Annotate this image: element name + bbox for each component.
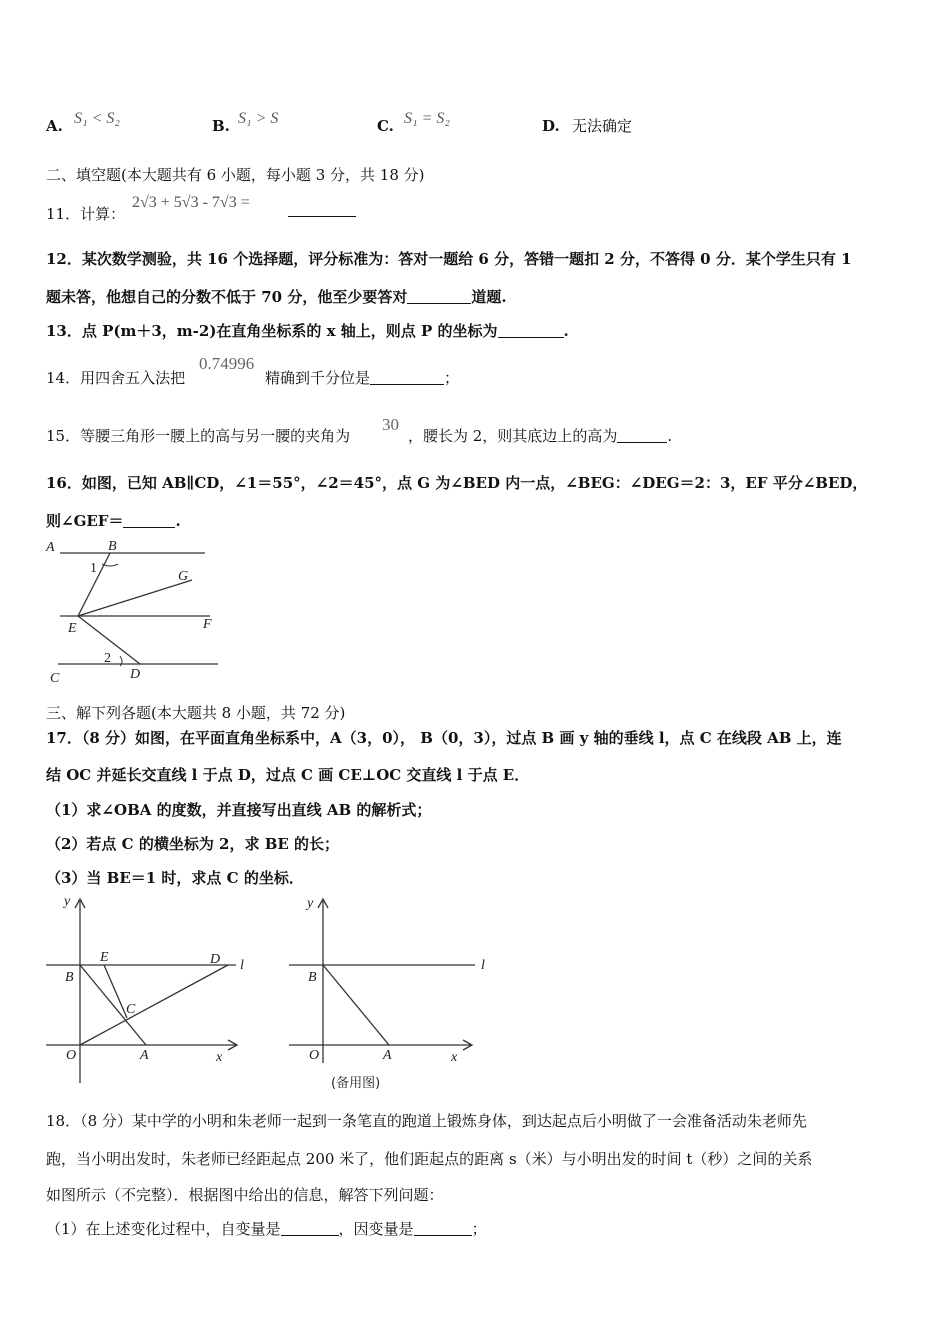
q15-number: 30 bbox=[382, 415, 399, 434]
label-f: F bbox=[203, 617, 212, 632]
choice-a-expr: S₁ < S₂ bbox=[74, 110, 120, 127]
label-c: C bbox=[50, 671, 60, 686]
segment-ec bbox=[104, 965, 127, 1018]
choice-c-letter: C. bbox=[377, 117, 394, 135]
q17-part1: （1）求∠OBA 的度数，并直接写出直线 AB 的解析式； bbox=[46, 801, 432, 819]
label-b: B bbox=[65, 970, 74, 985]
q11-answer-blank bbox=[288, 216, 356, 217]
q14-number: 0.74996 bbox=[199, 354, 255, 373]
label-y: y bbox=[307, 896, 314, 911]
q17-part3: （3）当 BE＝1 时，求点 C 的坐标． bbox=[46, 869, 304, 887]
label-a: A bbox=[383, 1048, 392, 1063]
q12-answer-blank bbox=[407, 289, 471, 304]
q15-end: . bbox=[667, 427, 673, 445]
q17-line1: 17．（8 分）如图，在平面直角坐标系中，A（3，0）， B（0，3），过点 B 画 y 轴的垂线 l，点 C 在线段 AB 上，连 bbox=[46, 729, 842, 747]
q18-line3: 如图所示（不完整）．根据图中给出的信息，解答下列问题： bbox=[46, 1186, 444, 1204]
q14-suffix: 精确到千分位是 bbox=[265, 369, 371, 387]
segment-eg bbox=[78, 580, 192, 616]
q15-prefix: 15．等腰三角形一腰上的高与另一腰的夹角为 bbox=[46, 427, 351, 445]
q18-blank-dependent bbox=[414, 1221, 472, 1236]
label-a: A bbox=[46, 540, 55, 555]
q17-part2: （2）若点 C 的横坐标为 2，求 BE 的长； bbox=[46, 835, 340, 853]
label-o: O bbox=[66, 1048, 77, 1063]
label-2: 2 bbox=[104, 651, 111, 666]
label-e: E bbox=[100, 950, 109, 965]
choice-a-letter: A. bbox=[46, 117, 63, 135]
q12-end: 道题. bbox=[471, 288, 507, 306]
label-c: C bbox=[126, 1002, 136, 1017]
figure-16 bbox=[40, 534, 230, 686]
q12-line1: 12．某次数学测验，共 16 个选择题，评分标准为：答对一题给 6 分，答错一题扣 2 分，不答得 0 分．某个学生只有 1 bbox=[46, 250, 852, 268]
section-2-heading: 二、填空题(本大题共有 6 小题，每小题 3 分，共 18 分) bbox=[46, 166, 425, 184]
label-l: l bbox=[481, 958, 485, 973]
label-d: D bbox=[130, 667, 141, 682]
q16-line2 bbox=[46, 511, 181, 531]
choice-d-letter: D. bbox=[542, 117, 560, 135]
q14-answer-blank bbox=[370, 370, 444, 385]
figure-17-spare bbox=[283, 893, 498, 1093]
label-x: x bbox=[451, 1050, 458, 1065]
q11-prefix: 11．计算： bbox=[46, 205, 126, 223]
choice-d-text: 无法确定 bbox=[572, 117, 633, 135]
label-a: A bbox=[140, 1048, 149, 1063]
q12-line2 bbox=[46, 287, 507, 307]
label-d: D bbox=[210, 952, 221, 967]
label-y: y bbox=[64, 894, 71, 909]
q16-line1: 16．如图，已知 AB∥CD，∠1＝55°，∠2＝45°，点 G 为∠BED 内一点，∠BEG：∠DEG＝2：3，EF 平分∠BED， bbox=[46, 474, 868, 492]
figure-17-main bbox=[40, 893, 255, 1093]
label-e: E bbox=[68, 621, 77, 636]
section-3-heading: 三、解下列各题(本大题共 8 小题，共 72 分) bbox=[46, 704, 346, 722]
q16-answer-blank bbox=[123, 513, 175, 528]
figure-caption: (备用图) bbox=[331, 1076, 381, 1091]
q14-prefix: 14．用四舍五入法把 bbox=[46, 369, 186, 387]
q18-line1: 18．（8 分）某中学的小明和朱老师一起到一条笔直的跑道上锻炼身体，到达起点后小明做了一会准备活动朱老师先 bbox=[46, 1112, 807, 1130]
segment-od bbox=[80, 965, 228, 1045]
label-b: B bbox=[108, 539, 117, 554]
segment-ba bbox=[323, 965, 389, 1045]
segment-ba bbox=[80, 965, 146, 1045]
q18-blank-independent bbox=[281, 1221, 339, 1236]
q15-suffix-line bbox=[408, 426, 672, 446]
q18-part1-mid: ，因变量是 bbox=[338, 1220, 414, 1238]
q18-line2: 跑，当小明出发时，朱老师已经距起点 200 米了，他们距起点的距离 s（米）与小明出发的时间 t（秒）之间的关系 bbox=[46, 1150, 813, 1168]
choice-b-expr: S₁ > S bbox=[238, 110, 279, 127]
choice-c-expr: S₁ = S₂ bbox=[404, 110, 450, 127]
q13 bbox=[46, 321, 569, 341]
q13-text: 13．点 P(m＋3，m-2)在直角坐标系的 x 轴上，则点 P 的坐标为 bbox=[46, 322, 498, 340]
q14-suffix-line bbox=[265, 368, 459, 388]
q13-end: . bbox=[563, 322, 569, 340]
label-g: G bbox=[178, 569, 189, 584]
label-b: B bbox=[308, 970, 317, 985]
label-o: O bbox=[309, 1048, 320, 1063]
label-1: 1 bbox=[90, 561, 97, 576]
q12-text: 题未答，他想自己的分数不低于 70 分，他至少要答对 bbox=[46, 288, 408, 306]
q17-line2: 结 OC 并延长交直线 l 于点 D，过点 C 画 CE⊥OC 交直线 l 于点 E． bbox=[46, 766, 530, 784]
q16-text: 则∠GEF＝ bbox=[46, 512, 124, 530]
q11-formula: 2√3 + 5√3 - 7√3 = bbox=[132, 194, 250, 211]
label-l: l bbox=[240, 958, 244, 973]
q15-suffix: ，腰长为 2，则其底边上的高为 bbox=[408, 427, 618, 445]
label-x: x bbox=[216, 1050, 223, 1065]
q16-end: . bbox=[175, 512, 181, 530]
q18-part1-text: （1）在上述变化过程中，自变量是 bbox=[46, 1220, 281, 1238]
q14-end: ； bbox=[444, 369, 460, 387]
q18-part1-end: ； bbox=[471, 1220, 487, 1238]
choice-b-letter: B. bbox=[212, 117, 230, 135]
q13-answer-blank bbox=[498, 323, 564, 338]
q15-answer-blank bbox=[617, 428, 667, 443]
q18-part1 bbox=[46, 1219, 487, 1239]
